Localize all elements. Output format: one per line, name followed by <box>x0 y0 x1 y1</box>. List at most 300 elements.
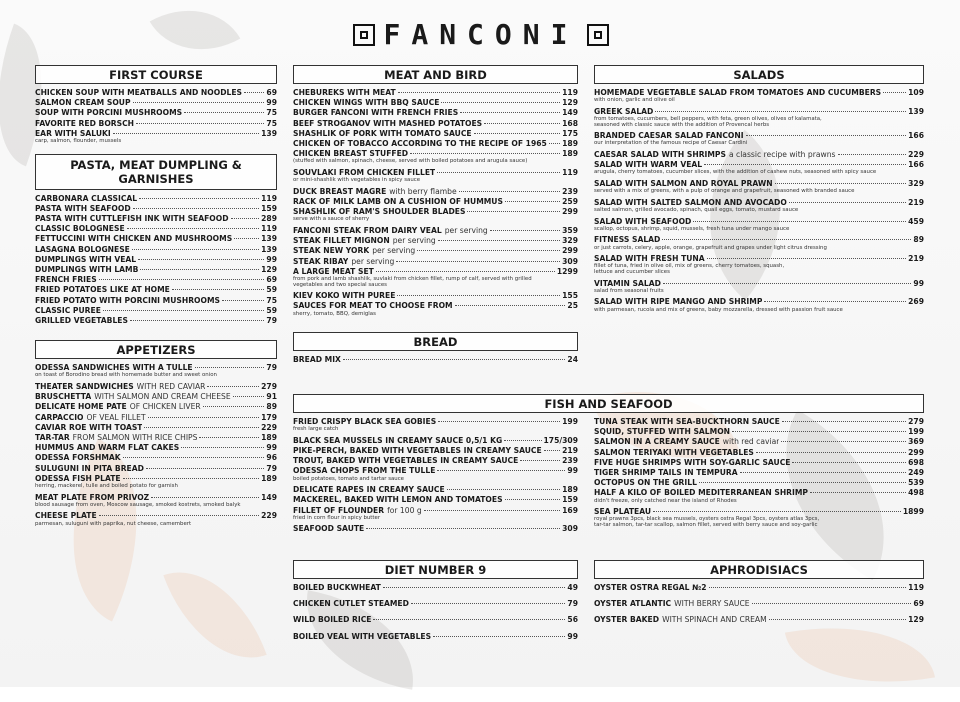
menu-item-note: OF VEAL FILLET <box>86 412 146 422</box>
menu-item-name: CHEBUREKS WITH MEAT <box>293 88 396 97</box>
menu-item-name: SAUCES FOR MEAT TO CHOOSE FROM <box>293 301 453 311</box>
menu-item-name: STEAK FILLET MIGNON <box>293 236 390 246</box>
menu-item <box>35 285 277 295</box>
fish-section <box>293 394 924 535</box>
menu-item-price: 99 <box>266 443 277 453</box>
brand-name: FANCONI <box>383 18 579 51</box>
menu-item-name: FRIED POTATOES LIKE AT HOME <box>35 285 170 295</box>
menu-item-price: 96 <box>266 453 277 463</box>
menu-item-price: 69 <box>913 599 924 609</box>
menu-item-name: TAR-TAR <box>35 433 70 443</box>
menu-item-price: 79 <box>567 599 578 609</box>
aphro-list <box>594 583 924 626</box>
dot-leader <box>184 112 264 113</box>
dot-leader <box>769 619 907 620</box>
menu-item <box>594 448 924 458</box>
dot-leader <box>396 261 560 262</box>
menu-item-name: VITAMIN SALAD <box>594 278 661 288</box>
menu-item-name: SHASHLIK OF RAM'S SHOULDER BLADES <box>293 207 466 217</box>
dot-leader <box>172 289 265 290</box>
menu-item-note: WITH SPINACH AND CREAM <box>662 615 767 625</box>
menu-item-name: DUMPLINGS WITH LAMB <box>35 265 139 275</box>
menu-item <box>35 443 277 453</box>
menu-item-name: CHICKEN BREAST STUFFED <box>293 149 409 159</box>
menu-item-name: BLACK SEA MUSSELS IN CREAMY SAUCE 0,5/1 KG <box>293 435 503 445</box>
dot-leader <box>781 441 906 442</box>
dot-leader <box>474 133 561 134</box>
menu-item-price: 189 <box>562 139 578 149</box>
menu-item-name: TUNA STEAK WITH SEA-BUCKTHORN SAUCE <box>594 417 780 426</box>
dot-leader <box>132 249 259 250</box>
menu-item-price: 229 <box>908 149 924 159</box>
menu-item-price: 109 <box>908 88 924 97</box>
menu-item-description: (stuffed with salmon, spinach, cheese, served with boiled potatoes and arugula sauce) <box>293 158 528 165</box>
menu-item-price: 498 <box>908 488 924 498</box>
menu-item <box>594 615 924 625</box>
menu-item-name: SALAD WITH FRESH TUNA <box>594 254 705 264</box>
menu-item-description: parmesan, suluguni with paprika, nut cheese, camembert <box>35 520 192 527</box>
menu-item-name: SHASHLIK OF PORK WITH TOMATO SAUCE <box>293 128 472 138</box>
dot-leader <box>699 482 906 483</box>
section-title-aphrodisiacs: APHRODISIACS <box>594 560 924 579</box>
menu-item <box>293 495 578 505</box>
menu-item <box>594 478 924 488</box>
dot-leader <box>366 528 560 529</box>
menu-item-price: 189 <box>261 433 277 443</box>
menu-item-name: PASTA WITH SEAFOOD <box>35 203 131 213</box>
menu-item-description: served with a mix of greens, with a pulp of orange and grapefruit, seasoned with branded sauce <box>594 188 855 195</box>
dot-leader <box>424 510 560 511</box>
pasta-title-line2: GARNISHES <box>118 171 194 186</box>
dot-leader <box>123 478 260 479</box>
menu-item-price: 259 <box>562 197 578 207</box>
menu-item-description: sherry, tomato, BBQ, demiglas <box>293 310 376 317</box>
dot-leader <box>663 283 912 284</box>
menu-item-price: 329 <box>908 178 924 188</box>
menu-item-price: 279 <box>908 417 924 426</box>
menu-item-price: 99 <box>266 254 277 264</box>
menu-item-name: TIGER SHRIMP TAILS IN TEMPURA <box>594 468 738 478</box>
menu-item <box>35 275 277 285</box>
menu-item-name: FAVORITE RED BORSCH <box>35 118 135 128</box>
menu-item-price: 239 <box>562 186 578 196</box>
menu-item-description: with onion, garlic and olive oil <box>594 97 675 104</box>
logo-square-icon <box>587 24 609 46</box>
menu-item-note: WITH BERRY SAUCE <box>674 599 750 609</box>
dot-leader <box>764 301 906 302</box>
menu-item-price: 59 <box>266 305 277 315</box>
menu-item <box>594 427 924 437</box>
menu-item-price: 199 <box>562 417 578 426</box>
menu-item-name: PASTA WITH CUTTLEFISH INK WITH SEAFOOD <box>35 214 229 224</box>
menu-item-name: FIVE HUGE SHRIMPS WITH SOY-GARLIC SAUCE <box>594 457 791 467</box>
dot-leader <box>233 396 265 397</box>
menu-item <box>293 257 578 267</box>
dot-leader <box>838 154 907 155</box>
dot-leader <box>467 211 560 212</box>
menu-item-name: HOMEMADE VEGETABLE SALAD FROM TOMATOES AND CUCUMBERS <box>594 88 882 97</box>
menu-item-price: 229 <box>261 511 277 521</box>
fish-list-right <box>594 417 924 535</box>
menu-item <box>35 392 277 402</box>
column-middle <box>293 65 578 365</box>
column-right <box>594 65 924 316</box>
menu-item <box>35 255 277 265</box>
dot-leader <box>662 239 911 240</box>
menu-item-price: 75 <box>266 118 277 128</box>
menu-item-name: ODESSA SANDWICHES WITH A TULLE <box>35 363 193 373</box>
dot-leader <box>437 172 560 173</box>
menu-item-note: with berry flambe <box>389 186 457 196</box>
menu-item <box>293 236 578 246</box>
dot-leader <box>504 440 541 441</box>
menu-item-name: STEAK RIBAY <box>293 256 349 266</box>
menu-item <box>293 355 578 365</box>
menu-item <box>35 204 277 214</box>
section-title-fish: FISH AND SEAFOOD <box>293 394 924 413</box>
menu-item-description: salad from seasonal fruits <box>594 287 664 294</box>
aphro-section <box>594 560 924 632</box>
menu-item-price: 59 <box>266 285 277 295</box>
meat-list <box>293 88 578 320</box>
menu-item-name: CLASSIC PUREE <box>35 305 101 315</box>
menu-item-description: with parmesan, rucola and mix of greens, baby mozzarella, dressed with passion fruit sauce <box>594 306 843 313</box>
menu-item-name: BRUSCHETTA <box>35 392 92 402</box>
menu-item-price: 155 <box>562 291 578 301</box>
dot-leader <box>441 102 560 103</box>
menu-item <box>293 197 578 207</box>
menu-item-price: 249 <box>908 468 924 478</box>
menu-item-name: SALMON TERIYAKI WITH VEGETABLES <box>594 447 754 457</box>
menu-item-description: seasoned with classic sauce with the addition of Provencal herbs <box>594 121 770 128</box>
menu-item-note: with red caviar <box>722 437 780 447</box>
menu-item-price: 149 <box>562 108 578 118</box>
menu-item-description: salted salmon, grilled avocado, spinach, quail eggs, tomato, mustard sauce <box>594 206 799 213</box>
menu-item-name: SALAD WITH SALMON AND ROYAL PRAWN <box>594 178 773 188</box>
dot-leader <box>373 619 565 620</box>
menu-item-price: 279 <box>261 382 277 392</box>
menu-item-name: BEEF STROGANOV WITH MASHED POTATOES <box>293 118 483 128</box>
dot-leader <box>144 427 259 428</box>
menu-item-name: ODESSA FISH PLATE <box>35 473 121 483</box>
menu-item-description: vegetables and two special sauces <box>293 281 387 288</box>
menu-item-name: KIEV KOKO WITH PUREE <box>293 291 396 301</box>
leaf-decoration <box>163 551 266 678</box>
menu-item-price: 75 <box>266 295 277 305</box>
menu-item <box>594 150 924 160</box>
menu-item-description: or mini-shashlik with vegetables in spicy sauce <box>293 177 421 184</box>
dot-leader <box>148 417 260 418</box>
menu-item <box>35 98 277 108</box>
menu-item <box>293 187 578 197</box>
dot-leader <box>244 92 264 93</box>
menu-item <box>293 632 578 642</box>
menu-item-note: for 100 g <box>387 505 422 515</box>
menu-item-price: 1899 <box>902 507 924 517</box>
menu-item-price: 99 <box>567 631 578 641</box>
menu-item <box>293 291 578 301</box>
menu-item-price: 166 <box>908 131 924 141</box>
menu-item-name: SULUGUNI IN PITA BREAD <box>35 463 144 473</box>
menu-item-note: per serving <box>351 256 395 266</box>
menu-item-name: GREEK SALAD <box>594 106 654 116</box>
menu-item-price: 49 <box>567 583 578 592</box>
menu-item-price: 299 <box>562 246 578 256</box>
appetizers-list <box>35 363 277 530</box>
menu-item <box>293 226 578 236</box>
menu-item-name: DUMPLINGS WITH VEAL <box>35 254 137 264</box>
menu-item <box>35 224 277 234</box>
menu-item-description: blood sausage from oven, Moscow sausage, smoked kostrets, smoked balyk <box>35 501 241 508</box>
menu-item-name: EAR WITH SALUKI <box>35 128 111 138</box>
menu-item-price: 129 <box>261 265 277 275</box>
menu-item-name: CHICKEN WINGS WITH BBQ SAUCE <box>293 98 440 108</box>
dot-leader <box>693 221 906 222</box>
menu-item-name: PIKE-PERCH, BAKED WITH VEGETABLES IN CREAMY SAUCE <box>293 446 542 455</box>
menu-item-price: 359 <box>562 226 578 236</box>
dot-leader <box>123 457 265 458</box>
dot-leader <box>99 279 265 280</box>
dot-leader <box>136 123 264 124</box>
dot-leader <box>732 431 906 432</box>
dot-leader <box>782 421 906 422</box>
menu-item <box>293 615 578 625</box>
menu-item-price: 25 <box>567 301 578 311</box>
menu-item-name: SALAD WITH WARM VEAL <box>594 160 703 170</box>
menu-item-description: on toast of Borodino bread with homemade butter and sweet onion <box>35 372 217 379</box>
menu-item <box>293 88 578 98</box>
menu-item <box>594 417 924 427</box>
dot-leader <box>437 470 565 471</box>
menu-item <box>293 98 578 108</box>
dot-leader <box>113 133 259 134</box>
menu-item-price: 89 <box>913 235 924 245</box>
menu-item <box>35 402 277 412</box>
dot-leader <box>181 447 264 448</box>
dot-leader <box>397 295 560 296</box>
menu-item-price: 289 <box>261 214 277 224</box>
menu-item-price: 119 <box>261 224 277 234</box>
menu-item <box>293 599 578 609</box>
dot-leader <box>447 489 560 490</box>
logo-square-icon <box>353 24 375 46</box>
dot-leader <box>505 499 561 500</box>
menu-item-name: STEAK NEW YORK <box>293 246 370 256</box>
dot-leader <box>138 259 264 260</box>
section-title-diet: DIET NUMBER 9 <box>293 560 578 579</box>
menu-item-price: 79 <box>266 463 277 473</box>
menu-item-price: 329 <box>562 236 578 246</box>
menu-item-name: DELICATE HOME PATE <box>35 402 127 412</box>
menu-item-name: THEATER SANDWICHES <box>35 382 134 392</box>
menu-item-name: CAESAR SALAD WITH SHRIMPS <box>594 149 726 159</box>
dot-leader <box>151 497 259 498</box>
menu-item-description: fillet of tuna, fried in olive oil, mix of greens, cherry tomatoes, squash, <box>594 263 785 270</box>
menu-item-description: fresh large catch <box>293 426 339 433</box>
dot-leader <box>792 462 906 463</box>
menu-item-name: ODESSA FORSHMAK <box>35 453 121 463</box>
menu-item-name: BREAD MIX <box>293 355 341 365</box>
menu-item-price: 1299 <box>556 266 578 276</box>
menu-item-name: FRIED POTATO WITH PORCINI MUSHROOMS <box>35 295 220 305</box>
menu-item-price: 139 <box>261 128 277 138</box>
menu-item <box>35 433 277 443</box>
menu-item-description: royal prawns 3pcs, black sea mussels, oysters ostra Regal 3pcs, oysters atlas 3pcs, <box>594 516 820 523</box>
menu-item-name: TROUT, BAKED WITH VEGETABLES IN CREAMY SAUCE <box>293 456 519 466</box>
menu-item-name: SALAD WITH SALTED SALMON AND AVOCADO <box>594 197 787 207</box>
dot-leader <box>740 472 907 473</box>
menu-item-price: 139 <box>261 244 277 254</box>
menu-item-price: 69 <box>266 88 277 97</box>
dot-leader <box>103 310 265 311</box>
menu-item-name: OCTOPUS ON THE GRILL <box>594 478 697 488</box>
menu-item-name: CHICKEN CUTLET STEAMED <box>293 599 409 609</box>
menu-item-price: 99 <box>913 278 924 288</box>
menu-item-description: fried in corn flour in spicy butter <box>293 514 381 521</box>
dot-leader <box>438 240 560 241</box>
menu-item-price: 149 <box>261 492 277 502</box>
dot-leader <box>343 359 566 360</box>
dot-leader <box>484 123 560 124</box>
menu-item-price: 698 <box>908 457 924 467</box>
menu-item-description: serve with a sauce of sherry <box>293 216 370 223</box>
section-title-first-course: FIRST COURSE <box>35 65 277 84</box>
dot-leader <box>231 218 260 219</box>
menu-item-price: 309 <box>562 256 578 266</box>
section-title-meat: MEAT AND BIRD <box>293 65 578 84</box>
menu-item <box>293 446 578 456</box>
menu-item-name: SQUID, STUFFED WITH SALMON <box>594 427 731 437</box>
menu-item-name: CAVIAR ROE WITH TOAST <box>35 422 143 432</box>
menu-item-name: DUCK BREAST MAGRE <box>293 186 387 196</box>
menu-item-price: 369 <box>908 437 924 447</box>
menu-item-description: lettuce and cucumber slices <box>594 268 670 275</box>
menu-item-name: FRENCH FRIES <box>35 275 97 285</box>
dot-leader <box>455 305 566 306</box>
menu-item-price: 91 <box>266 392 277 402</box>
pasta-title-line1: PASTA, MEAT DUMPLING & <box>70 157 242 172</box>
brand-logo <box>296 18 666 51</box>
section-title-bread: BREAD <box>293 332 578 351</box>
menu-item-price: 539 <box>908 478 924 488</box>
menu-item-note: WITH RED CAVIAR <box>136 382 206 392</box>
menu-item-name: FITNESS SALAD <box>594 235 661 245</box>
dot-leader <box>653 511 901 512</box>
menu-item-description: from pork and lamb shashlik, suvlaki from chicken fillet, rump of calf, served with grilled <box>293 276 532 283</box>
menu-item-name: SEA PLATEAU <box>594 507 652 517</box>
menu-item-price: 139 <box>908 106 924 116</box>
menu-item-name: SEAFOOD SAUTE <box>293 524 365 534</box>
menu-item-price: 159 <box>261 203 277 213</box>
fish-list-left <box>293 417 578 535</box>
section-title-appetizers: APPETIZERS <box>35 340 277 359</box>
dot-leader <box>140 269 259 270</box>
menu-item <box>35 316 277 326</box>
first-course-list <box>35 88 277 148</box>
dot-leader <box>752 603 912 604</box>
menu-item <box>35 119 277 129</box>
menu-item <box>293 436 578 446</box>
menu-item-description: from tomatoes, cucumbers, bell peppers, with feta, green olives, olives of kalamata, <box>594 116 822 122</box>
dot-leader <box>746 135 907 136</box>
bread-list <box>293 355 578 365</box>
menu-item <box>293 129 578 139</box>
dot-leader <box>222 300 264 301</box>
menu-item-price: 299 <box>908 447 924 457</box>
menu-item-name: FRIED CRISPY BLACK SEA GOBIES <box>293 417 437 426</box>
menu-item-name: CARPACCIO <box>35 412 84 422</box>
pasta-list <box>35 194 277 327</box>
menu-item <box>293 139 578 149</box>
menu-item-note: OF CHICKEN LIVER <box>129 402 201 412</box>
menu-item-name: SOUP WITH PORCINI MUSHROOMS <box>35 108 183 118</box>
menu-item-price: 309 <box>562 524 578 534</box>
dot-leader <box>490 230 560 231</box>
menu-item-note: per serving <box>392 236 436 246</box>
menu-item-name: CARBONARA CLASSICAL <box>35 193 138 203</box>
menu-item-price: 169 <box>562 505 578 515</box>
menu-item-name: BOILED BUCKWHEAT <box>293 583 381 592</box>
menu-item-name: GRILLED VEGETABLES <box>35 316 128 326</box>
menu-item-name: ODESSA CHOPS FROM THE TULLE <box>293 466 436 476</box>
menu-item-name: FANCONI STEAK FROM DAIRY VEAL <box>293 226 442 236</box>
menu-item <box>594 599 924 609</box>
salads-list <box>594 88 924 316</box>
diet-list <box>293 583 578 642</box>
dot-leader <box>411 603 565 604</box>
menu-item-price: 79 <box>266 316 277 326</box>
menu-item-name: SALAD WITH RIPE MANGO AND SHRIMP <box>594 297 763 307</box>
menu-item-name: CHICKEN SOUP WITH MEATBALLS AND NOODLES <box>35 88 242 97</box>
menu-item <box>35 423 277 433</box>
menu-item-description: arugula, cherry tomatoes, cucumber slices, with the addition of cashew nuts, seasoned with spicy sauce <box>594 169 877 176</box>
menu-item-price: 24 <box>567 355 578 365</box>
menu-item <box>35 214 277 224</box>
dot-leader <box>704 164 906 165</box>
menu-item-name: MACKEREL, BAKED WITH LEMON AND TOMATOES <box>293 495 503 505</box>
dot-leader <box>234 238 259 239</box>
menu-item-price: 129 <box>562 98 578 108</box>
menu-item-note: WITH SALMON AND CREAM CHEESE <box>94 392 231 402</box>
menu-item-price: 189 <box>261 473 277 483</box>
dot-leader <box>520 460 560 461</box>
dot-leader <box>810 492 906 493</box>
menu-item-price: 239 <box>562 456 578 466</box>
menu-item-note: per serving <box>444 226 488 236</box>
menu-item <box>35 306 277 316</box>
menu-item <box>293 583 578 593</box>
dot-leader <box>203 406 265 407</box>
dot-leader <box>130 320 264 321</box>
dot-leader <box>376 271 555 272</box>
menu-item-price: 219 <box>908 254 924 264</box>
menu-item-description: boiled potatoes, tomato and tartar sauce <box>293 475 405 482</box>
menu-item-price: 119 <box>562 168 578 178</box>
menu-item-name: BURGER FANCONI WITH FRENCH FRIES <box>293 108 459 118</box>
dot-leader <box>707 258 906 259</box>
dot-leader <box>883 92 906 93</box>
menu-item-price: 189 <box>562 485 578 495</box>
menu-item-description: herring, mackerel, tulle and boiled potato for garnish <box>35 483 178 490</box>
menu-item-price: 75 <box>266 108 277 118</box>
dot-leader <box>655 111 906 112</box>
menu-item-note: per serving <box>372 246 416 256</box>
menu-item-name: HUMMUS AND WARM FLAT CAKES <box>35 443 180 453</box>
menu-item <box>293 456 578 466</box>
menu-item-note: FROM SALMON WITH RICE CHIPS <box>72 433 198 443</box>
dot-leader <box>775 183 907 184</box>
menu-item-price: 229 <box>261 422 277 432</box>
